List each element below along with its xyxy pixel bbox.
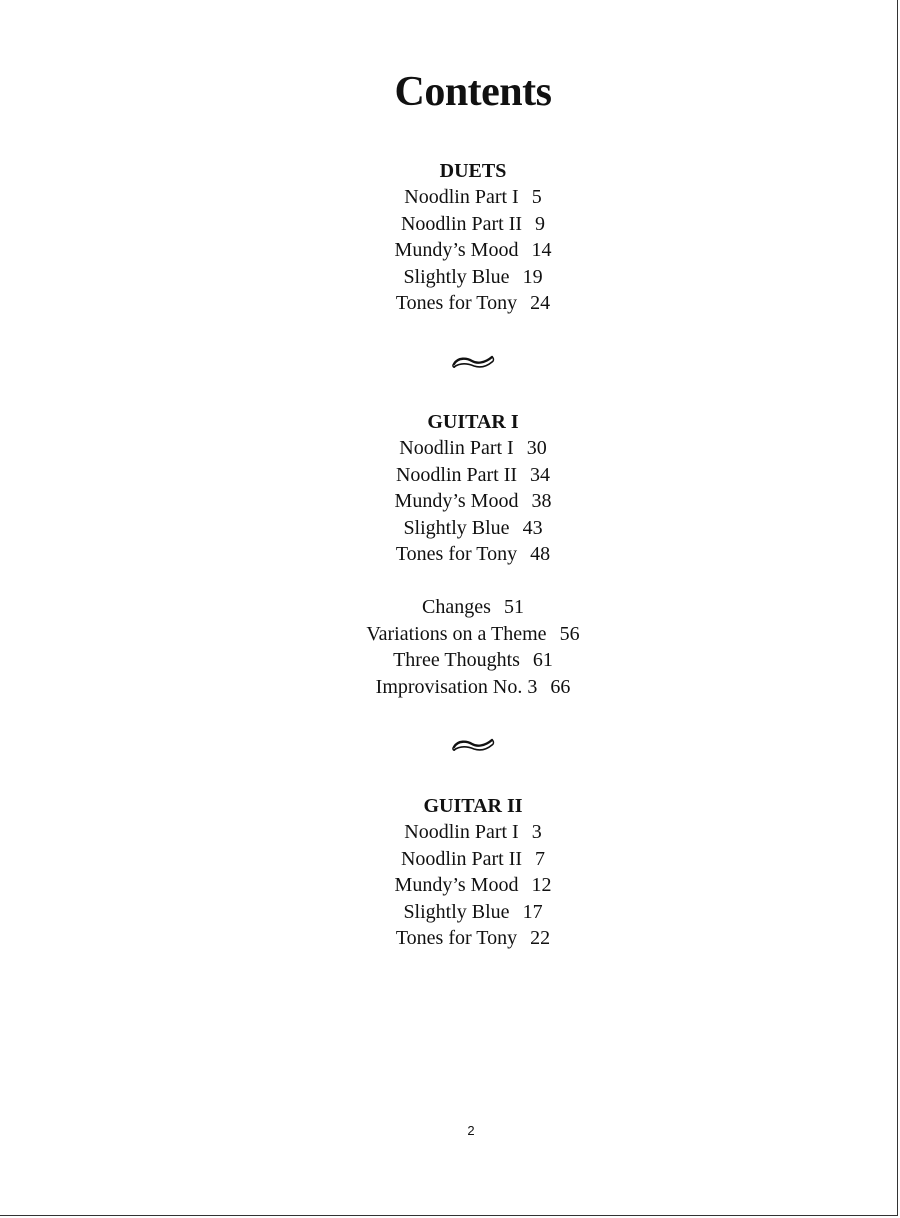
entry-title: Tones for Tony (395, 292, 518, 315)
entry-page: 3 (531, 821, 542, 843)
entry-page: 43 (522, 516, 543, 539)
entry-page: 5 (531, 186, 542, 208)
entry-page: 30 (526, 437, 547, 459)
entry-title: Changes (422, 596, 491, 618)
toc-entry (0, 184, 900, 211)
section-duets (0, 158, 900, 317)
section-heading: DUETS (439, 160, 507, 182)
entry-title: Noodlin Part I (404, 821, 519, 843)
toc-entry (0, 621, 900, 648)
toc-entry (0, 237, 900, 264)
entry-page: 19 (522, 265, 543, 288)
entry-page: 24 (530, 292, 551, 315)
entry-page: 51 (503, 596, 524, 618)
toc-entry (0, 674, 900, 701)
section-heading: GUITAR II (423, 795, 523, 817)
entry-page: 22 (530, 927, 551, 950)
entry-page: 14 (531, 239, 552, 262)
page-number: 2 (467, 1123, 475, 1138)
entry-page: 56 (559, 622, 580, 645)
entry-title: Variations on a Theme (366, 622, 547, 645)
entry-title: Noodlin Part II (395, 463, 518, 486)
toc-entry (0, 647, 900, 674)
entry-title: Noodlin Part I (404, 186, 519, 208)
toc-entry (0, 899, 900, 926)
toc-entry (0, 594, 900, 621)
entry-title: Slightly Blue (403, 265, 510, 288)
entry-page: 17 (522, 900, 543, 923)
entry-title: Slightly Blue (403, 900, 510, 923)
toc-entry (0, 264, 900, 291)
toc-entry (0, 462, 900, 489)
entry-title: Improvisation No. 3 (375, 675, 538, 698)
entry-page: 7 (535, 847, 546, 870)
entry-title: Noodlin Part II (400, 212, 523, 235)
toc-entry (0, 211, 900, 238)
entry-title: Three Thoughts (393, 649, 520, 672)
section-guitar-1 (0, 409, 900, 568)
entry-title: Tones for Tony (395, 927, 518, 950)
entry-title: Slightly Blue (403, 516, 510, 539)
entry-title: Noodlin Part I (399, 437, 514, 459)
page-title: Contents (394, 69, 552, 115)
section-guitar-2 (0, 793, 900, 952)
toc-entry (0, 872, 900, 899)
toc-entry (0, 541, 900, 568)
entry-page: 61 (532, 649, 553, 672)
entry-title: Tones for Tony (395, 543, 518, 566)
entry-title: Mundy’s Mood (394, 874, 519, 897)
entry-title: Mundy’s Mood (394, 239, 519, 262)
toc-entry (0, 488, 900, 515)
section-guitar-1-solos (0, 594, 900, 700)
toc-entry (0, 515, 900, 542)
entry-title: Mundy’s Mood (394, 490, 519, 513)
section-heading: GUITAR I (427, 411, 519, 433)
toc-entry (0, 846, 900, 873)
entry-page: 48 (530, 543, 551, 566)
entry-page: 12 (531, 874, 552, 897)
entry-page: 38 (531, 490, 552, 513)
toc-entry (0, 925, 900, 952)
entry-title: Noodlin Part II (400, 847, 523, 870)
flourish-ornament-icon (451, 352, 495, 372)
toc-entry (0, 435, 900, 462)
toc-entry (0, 819, 900, 846)
entry-page: 66 (550, 675, 571, 698)
flourish-ornament-icon (451, 735, 495, 755)
toc-entry (0, 290, 900, 317)
entry-page: 9 (535, 212, 546, 235)
entry-page: 34 (530, 463, 551, 486)
